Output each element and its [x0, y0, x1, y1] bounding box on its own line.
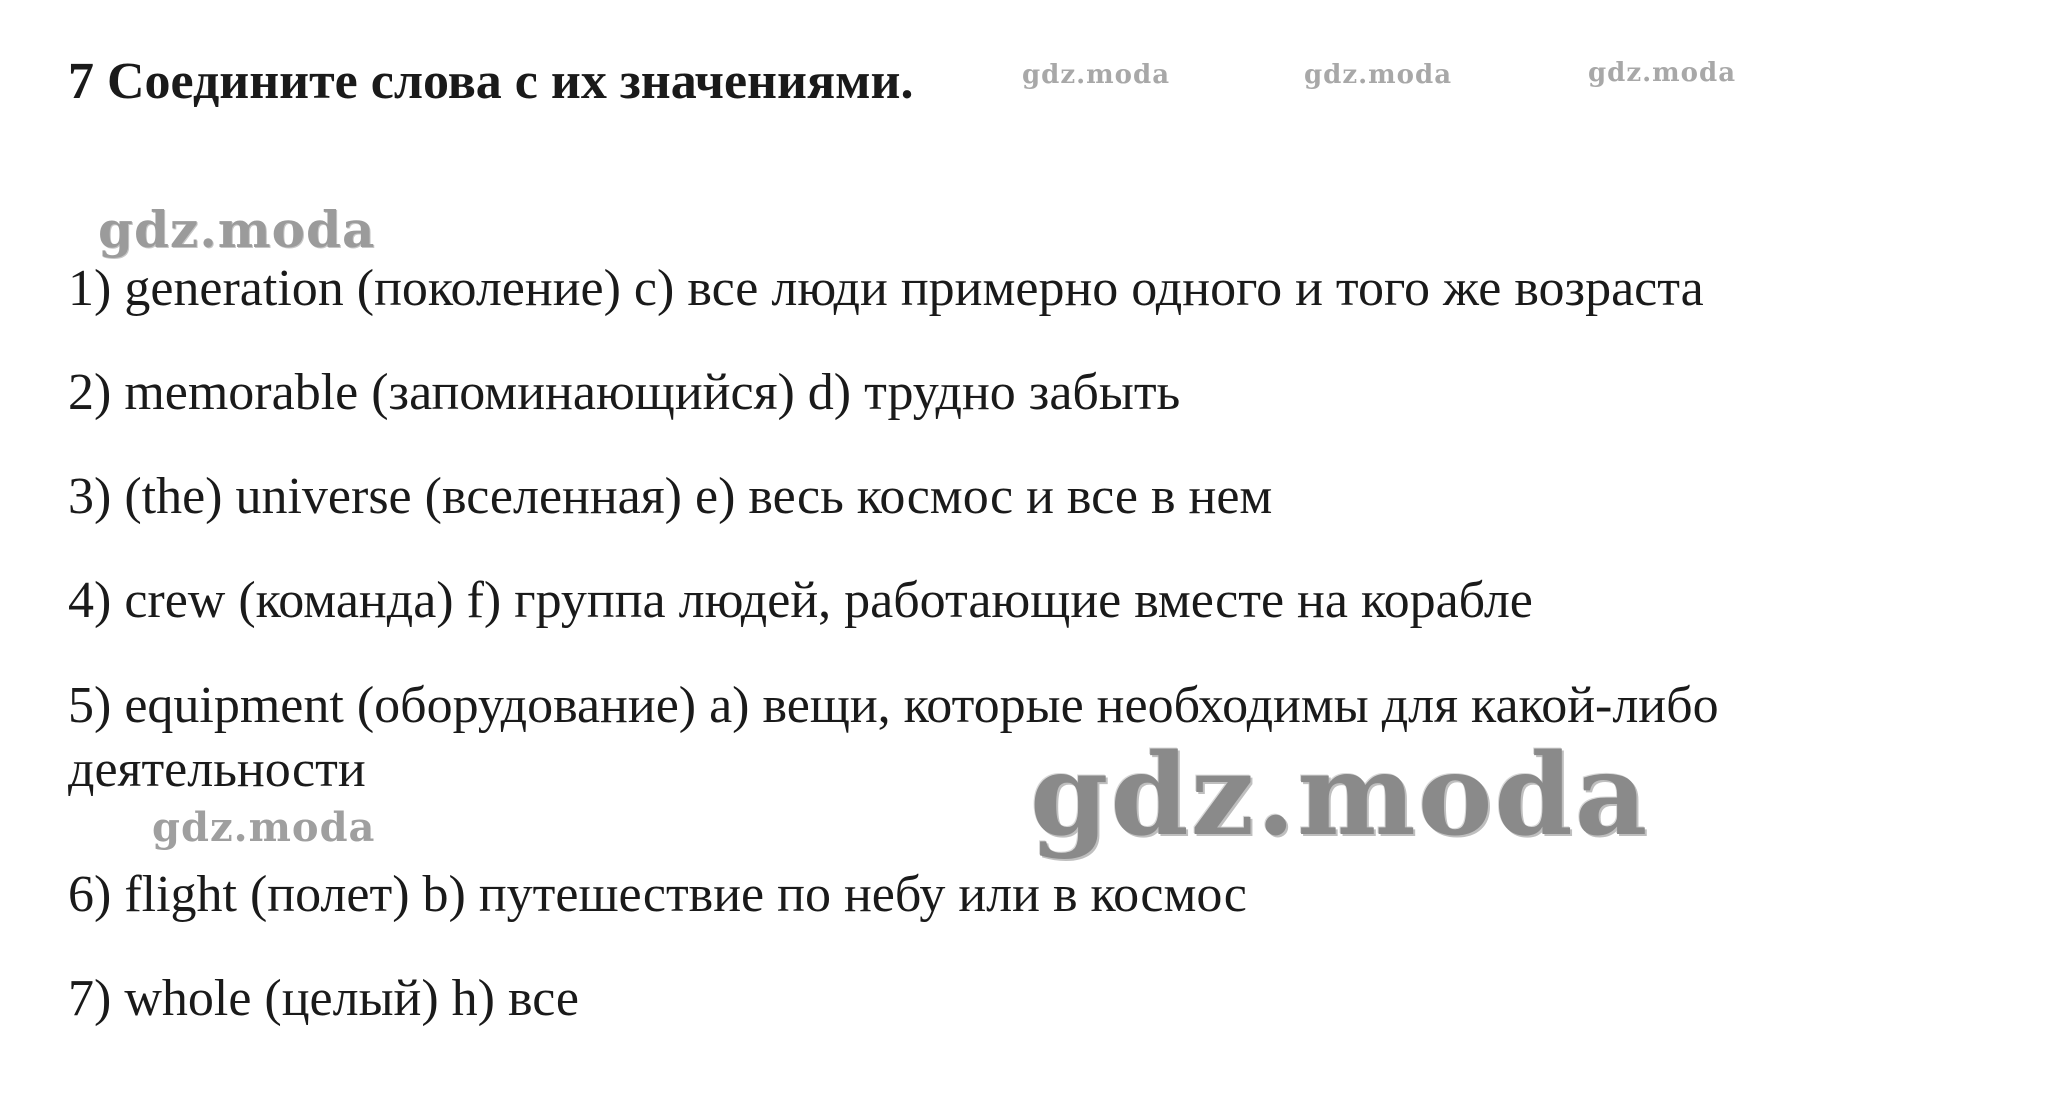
- answer-item-2: 2) memorable (запоминающийся) d) трудно забыть: [68, 364, 1181, 421]
- exercise-heading: 7 Соедините слова с их значениями.: [68, 53, 914, 110]
- watermark-top-3: gdz.moda: [1588, 58, 1737, 88]
- watermark-left-upper: gdz.moda: [98, 200, 376, 259]
- watermark-large-center: gdz.moda: [1030, 730, 1650, 861]
- watermark-top-2: gdz.moda: [1304, 60, 1453, 90]
- answer-item-5: 5) equipment (оборудование) a) вещи, которые необходимы для какой-либо деятельности: [68, 677, 1719, 798]
- answer-list: [68, 258, 1988, 1072]
- answer-item-3: 3) (the) universe (вселенная) e) весь космос и все в нем: [68, 468, 1273, 525]
- answer-item-1: 1) generation (поколение) c) все люди примерно одного и того же возраста: [68, 260, 1704, 317]
- watermark-top-1: gdz.moda: [1022, 60, 1171, 90]
- answer-item-6: 6) flight (полет) b) путешествие по небу или в космос: [68, 866, 1247, 923]
- answer-item-4: 4) crew (команда) f) группа людей, работающие вместе на корабле: [68, 572, 1533, 629]
- watermark-left-lower: gdz.moda: [152, 804, 376, 851]
- answer-item-7: 7) whole (целый) h) все: [68, 970, 580, 1027]
